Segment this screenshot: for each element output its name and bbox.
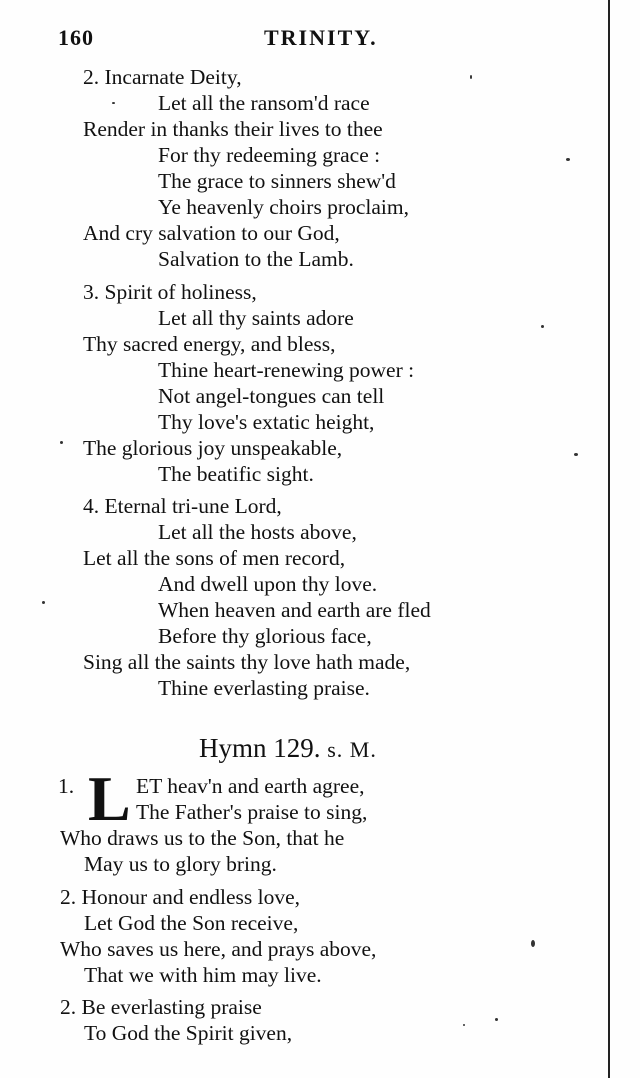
verse-line: Thy love's extatic height, <box>158 410 375 434</box>
verse-line: The Father's praise to sing, <box>136 800 368 824</box>
verse-line: Ye heavenly choirs proclaim, <box>158 195 409 219</box>
print-speck <box>574 453 578 456</box>
verse-number: 1. <box>58 774 75 798</box>
verse-line: And cry salvation to our God, <box>83 221 340 245</box>
page-edge-rule <box>608 0 610 1078</box>
verse-line: Let God the Son receive, <box>84 911 299 935</box>
hymn-meter: s. M. <box>327 737 377 762</box>
verse-line: Render in thanks their lives to thee <box>83 117 383 141</box>
print-speck <box>495 1018 498 1021</box>
print-speck <box>60 441 63 444</box>
page-number: 160 <box>58 25 94 50</box>
verse-line: Let all thy saints adore <box>158 306 354 330</box>
hymn-title: Hymn 129. <box>199 733 321 763</box>
verse-line: That we with him may live. <box>84 963 322 987</box>
verse-line: When heaven and earth are fled <box>158 598 431 622</box>
print-speck <box>470 75 472 79</box>
hymn-heading <box>199 733 377 764</box>
verse-line: 2. Honour and endless love, <box>60 885 301 909</box>
verse-line: Not angel-tongues can tell <box>158 384 385 408</box>
verse-line: Who saves us here, and prays above, <box>60 937 377 961</box>
verse-line: ET heav'n and earth agree, <box>136 774 365 798</box>
drop-cap-letter: L <box>88 763 131 834</box>
verse-line: Thy sacred energy, and bless, <box>83 332 336 356</box>
verse-line: Thine everlasting praise. <box>158 676 370 700</box>
print-speck <box>566 158 570 161</box>
verse-line: Let all the sons of men record, <box>83 546 346 570</box>
verse-line: Let all the ransom'd race <box>158 91 370 115</box>
print-speck <box>531 940 535 947</box>
verse-line: 2. Be everlasting praise <box>60 995 262 1019</box>
verse-line: The beatific sight. <box>158 462 314 486</box>
verse-line: And dwell upon thy love. <box>158 572 378 596</box>
verse-line: Before thy glorious face, <box>158 624 372 648</box>
print-speck <box>112 102 115 104</box>
print-speck <box>42 601 45 604</box>
print-speck <box>463 1024 465 1026</box>
verse-line: The glorious joy unspeakable, <box>83 436 343 460</box>
verse-line: 3. Spirit of holiness, <box>83 280 257 304</box>
verse-line: 4. Eternal tri-une Lord, <box>83 494 282 518</box>
verse-line: For thy redeeming grace : <box>158 143 381 167</box>
print-speck <box>541 325 544 328</box>
verse-line: Sing all the saints thy love hath made, <box>83 650 411 674</box>
verse-line: The grace to sinners shew'd <box>158 169 396 193</box>
verse-line: 2. Incarnate Deity, <box>83 65 242 89</box>
verse-line: Let all the hosts above, <box>158 520 357 544</box>
running-title: TRINITY. <box>264 25 378 50</box>
verse-line: May us to glory bring. <box>84 852 277 876</box>
verse-line: Who draws us to the Son, that he <box>60 826 345 850</box>
page-header <box>58 25 388 55</box>
verse-line: Salvation to the Lamb. <box>158 247 354 271</box>
verse-line: To God the Spirit given, <box>84 1021 293 1045</box>
verse-line: Thine heart-renewing power : <box>158 358 415 382</box>
